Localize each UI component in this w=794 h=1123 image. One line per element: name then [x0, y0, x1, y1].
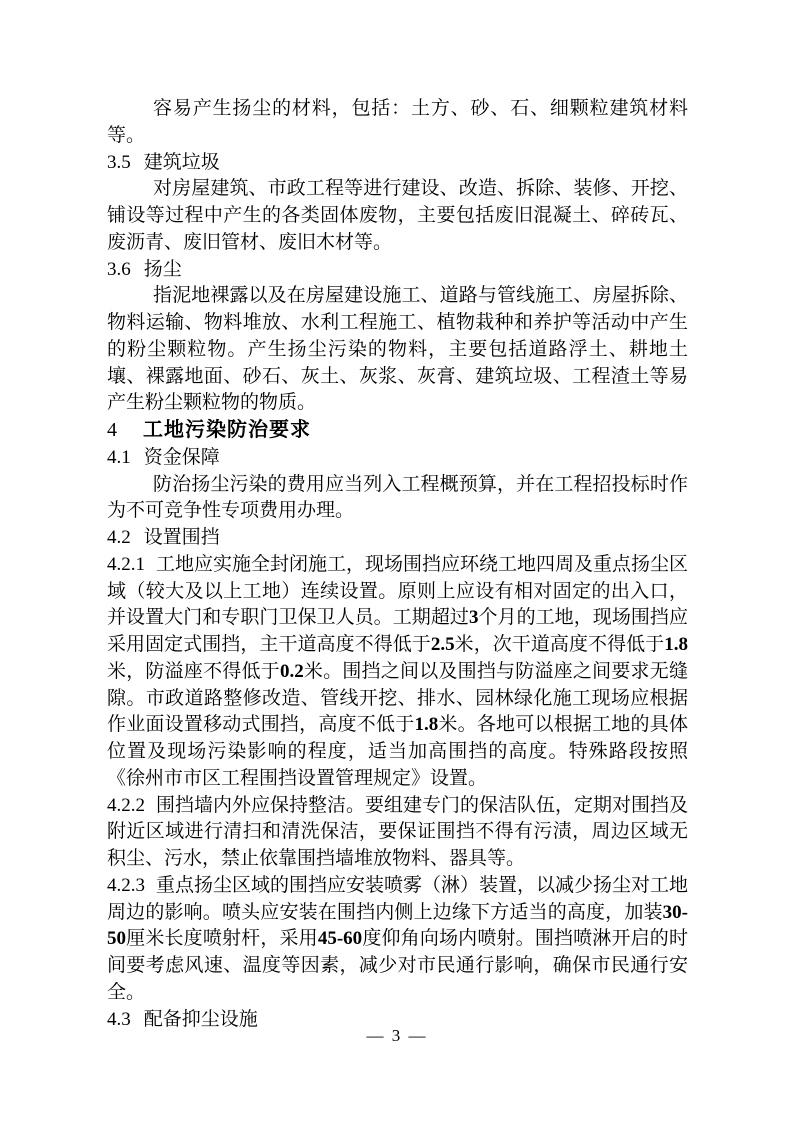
- paragraph: [107, 793, 688, 873]
- section-title: 建筑垃圾: [143, 151, 220, 173]
- section-title: 配备抑尘设施: [143, 1008, 258, 1030]
- text-segment: 米，防溢座不得低于: [107, 660, 280, 682]
- paragraph: [107, 96, 688, 150]
- text-segment: 工地应实施全封闭施工，现场围挡应环绕工地四周及重点扬尘区域（较大及以上工地）连续设置。原则上应设有相对固定的出入口，并设置大门和专职门卫保卫人员。工期超过: [107, 553, 689, 629]
- section-heading: [107, 525, 688, 552]
- text-segment: 1.8: [414, 714, 439, 736]
- clause-number: 4.2.1: [107, 553, 145, 575]
- section-title: 工地污染防治要求: [143, 419, 311, 441]
- text-segment: 防治扬尘污染的费用应当列入工程概预算，并在工程招投标时作为不可竞争性专项费用办理。: [107, 473, 688, 522]
- text-segment: 指泥地裸露以及在房屋建设施工、道路与管线施工、房屋拆除、物料运输、物料堆放、水利工程施工、植物栽种和养护等活动中产生的粉尘颗粒物。产生扬尘污染的物料，主要包括道路浮土、耕地土壤、裸露地面、砂石、灰土、灰浆、灰膏、建筑垃圾、工程渣土等易产生粉尘颗粒物的物质。: [107, 285, 688, 414]
- section-title: 扬尘: [143, 258, 182, 280]
- section-heading: [107, 257, 688, 284]
- section-number: 4.2: [107, 527, 131, 548]
- text-segment: 米。各地可以根据工地的具体位置及现场污染影响的程度，适当加高围挡的高度。特殊路段按照《徐州市市区工程围挡设置管理规定》设置。: [107, 714, 688, 789]
- section-number: 4: [107, 419, 117, 441]
- section-heading: [107, 417, 688, 445]
- paragraph: [107, 283, 688, 417]
- text-segment: 米。围挡之间以及围挡与防溢座之间要求无缝隙。市政道路整修改造、管线开挖、排水、园林绿化施工现场应根据作业面设置移动式围挡，高度不低于: [107, 660, 688, 736]
- page-number: — 3 —: [366, 1026, 428, 1045]
- text-segment: 30-50: [107, 901, 688, 950]
- section-number: 3.5: [107, 151, 131, 173]
- text-segment: 重点扬尘区域的围挡应安装喷雾（淋）装置，以减少扬尘对工地周边的影响。喷头应安装在围挡内侧上边缘下方适当的高度，加装: [107, 874, 689, 923]
- text-segment: 45-60: [317, 928, 363, 950]
- text-segment: 度仰角向场内喷射。围挡喷淋开启的时间要考虑风速、温度等因素，减少对市民通行影响，确保市民通行安全。: [107, 928, 688, 1003]
- text-segment: 围挡墙内外应保持整洁。要组建专门的保洁队伍，定期对围挡及附近区域进行清扫和清洗保洁，要保证围挡不得有污渍，周边区域无积尘、污水，禁止依靠围挡墙堆放物料、器具等。: [107, 794, 689, 869]
- section-number: 4.3: [107, 1008, 131, 1030]
- text-segment: 厘米长度喷射杆，采用: [126, 928, 318, 950]
- clause-number: 4.2.3: [107, 874, 145, 896]
- section-number: 4.1: [107, 446, 131, 468]
- section-title: 设置围挡: [143, 527, 220, 548]
- text-segment: 容易产生扬尘的材料，包括：土方、砂、石、细颗粒建筑材料等。: [107, 98, 688, 146]
- clause-number: 4.2.2: [107, 794, 145, 816]
- section-number: 3.6: [107, 258, 131, 280]
- paragraph: [107, 873, 688, 1007]
- text-segment: 2.5: [430, 634, 455, 655]
- text-segment: 0.2: [279, 660, 304, 682]
- text-segment: 1.8: [664, 634, 688, 655]
- text-segment: 3: [468, 607, 479, 629]
- paragraph: [107, 552, 688, 793]
- section-heading: [107, 445, 688, 472]
- text-segment: 个月的工地，现场围挡应采用固定式围挡，主干道高度不得低于: [107, 607, 688, 655]
- text-segment: 米，次干道高度不得低于: [454, 634, 665, 655]
- text-segment: 对房屋建筑、市政工程等进行建设、改造、拆除、装修、开挖、铺设等过程中产生的各类固体废物，主要包括废旧混凝土、碎砖瓦、废沥青、废旧管材、废旧木材等。: [107, 178, 688, 253]
- document-body: [107, 96, 688, 1033]
- paragraph: [107, 472, 688, 526]
- paragraph: [107, 176, 688, 256]
- section-heading: [107, 150, 688, 177]
- section-title: 资金保障: [143, 446, 220, 468]
- page-footer: [0, 1026, 794, 1046]
